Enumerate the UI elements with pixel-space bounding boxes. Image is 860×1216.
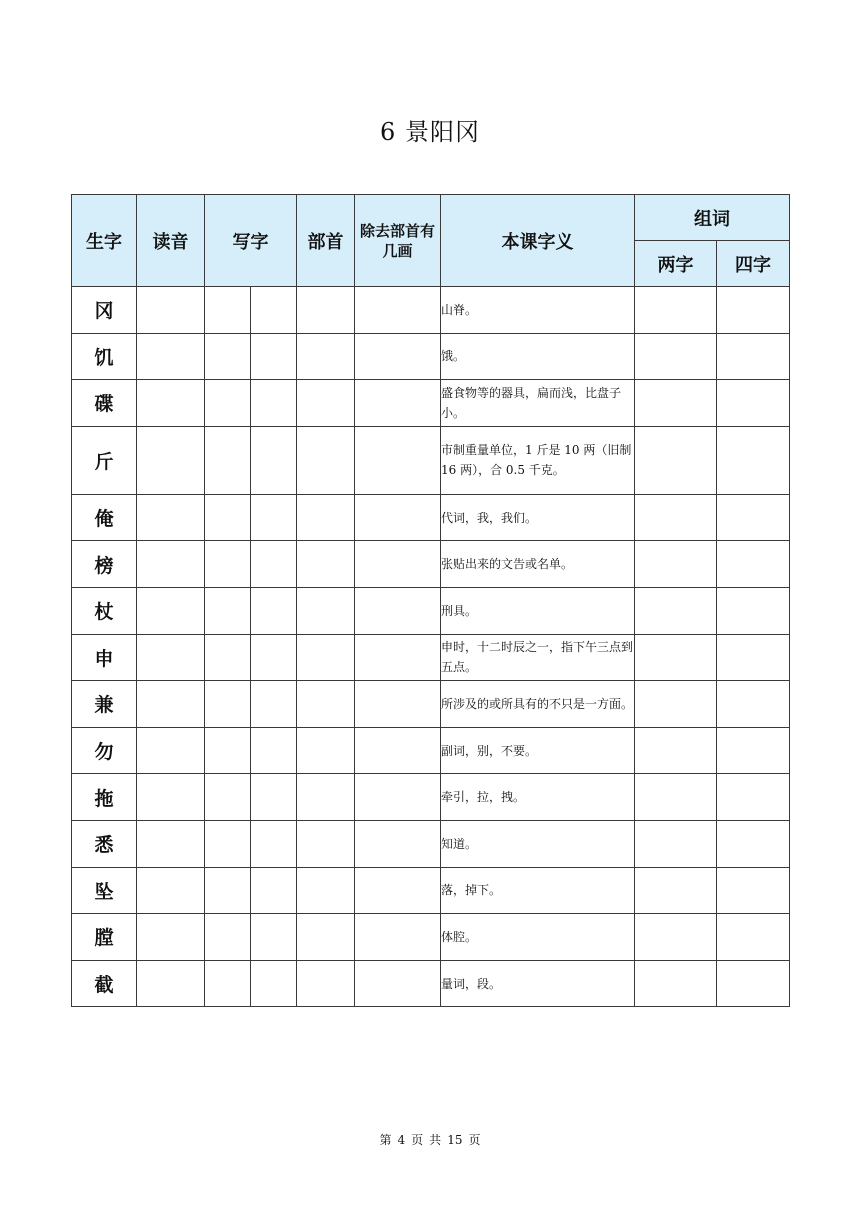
radical-cell[interactable]: [297, 774, 355, 821]
two-char-word-cell[interactable]: [635, 426, 717, 494]
footer-prefix: 第: [379, 1133, 392, 1147]
strokes-cell[interactable]: [355, 867, 441, 914]
radical-cell[interactable]: [297, 494, 355, 541]
table-row: [72, 380, 790, 427]
four-char-word-cell[interactable]: [717, 634, 790, 681]
strokes-cell[interactable]: [355, 426, 441, 494]
four-char-word-cell[interactable]: [717, 867, 790, 914]
radical-cell[interactable]: [297, 380, 355, 427]
strokes-cell[interactable]: [355, 494, 441, 541]
pronunciation-cell[interactable]: [137, 867, 205, 914]
two-char-word-cell[interactable]: [635, 681, 717, 728]
char-cell: 截: [72, 960, 137, 1007]
table-body: [72, 287, 790, 1007]
four-char-word-cell[interactable]: [717, 960, 790, 1007]
page-title: 6 景阳冈: [380, 118, 480, 146]
strokes-cell[interactable]: [355, 287, 441, 334]
meaning-cell: 张贴出来的文告或名单。: [441, 541, 635, 588]
table-row: [72, 867, 790, 914]
writing-cell-1[interactable]: [205, 727, 251, 774]
footer-total-pages: 15: [447, 1133, 463, 1147]
radical-cell[interactable]: [297, 681, 355, 728]
two-char-word-cell[interactable]: [635, 914, 717, 961]
table-row: [72, 820, 790, 867]
writing-cell-2[interactable]: [251, 494, 297, 541]
pronunciation-cell[interactable]: [137, 333, 205, 380]
writing-cell-1[interactable]: [205, 587, 251, 634]
writing-cell-2[interactable]: [251, 727, 297, 774]
writing-cell-1[interactable]: [205, 380, 251, 427]
header-strokes: 除去部首有几画: [355, 195, 441, 287]
meaning-cell: 量词，段。: [441, 960, 635, 1007]
writing-cell-2[interactable]: [251, 820, 297, 867]
table-row: [72, 960, 790, 1007]
page-footer: [0, 1131, 860, 1148]
two-char-word-cell[interactable]: [635, 541, 717, 588]
two-char-word-cell[interactable]: [635, 867, 717, 914]
strokes-cell[interactable]: [355, 587, 441, 634]
pronunciation-cell[interactable]: [137, 681, 205, 728]
four-char-word-cell[interactable]: [717, 333, 790, 380]
meaning-cell: 饿。: [441, 333, 635, 380]
radical-cell[interactable]: [297, 541, 355, 588]
writing-cell-2[interactable]: [251, 333, 297, 380]
four-char-word-cell[interactable]: [717, 287, 790, 334]
four-char-word-cell[interactable]: [717, 820, 790, 867]
radical-cell[interactable]: [297, 960, 355, 1007]
char-cell: 斤: [72, 426, 137, 494]
char-cell: 膛: [72, 914, 137, 961]
writing-cell-1[interactable]: [205, 681, 251, 728]
footer-page-number: 4: [397, 1133, 406, 1147]
table-row: [72, 333, 790, 380]
meaning-cell: 所涉及的或所具有的不只是一方面。: [441, 681, 635, 728]
writing-cell-1[interactable]: [205, 541, 251, 588]
writing-cell-1[interactable]: [205, 333, 251, 380]
strokes-cell[interactable]: [355, 914, 441, 961]
writing-cell-2[interactable]: [251, 380, 297, 427]
meaning-cell: 牵引，拉，拽。: [441, 774, 635, 821]
writing-cell-1[interactable]: [205, 960, 251, 1007]
radical-cell[interactable]: [297, 867, 355, 914]
strokes-cell[interactable]: [355, 380, 441, 427]
pronunciation-cell[interactable]: [137, 727, 205, 774]
char-cell: 碟: [72, 380, 137, 427]
radical-cell[interactable]: [297, 914, 355, 961]
header-two-char: 两字: [635, 241, 717, 287]
writing-cell-1[interactable]: [205, 634, 251, 681]
strokes-cell[interactable]: [355, 727, 441, 774]
table-row: [72, 494, 790, 541]
table-row: [72, 426, 790, 494]
writing-cell-2[interactable]: [251, 634, 297, 681]
strokes-cell[interactable]: [355, 960, 441, 1007]
char-cell: 兼: [72, 681, 137, 728]
header-radical: 部首: [297, 195, 355, 287]
pronunciation-cell[interactable]: [137, 494, 205, 541]
char-cell: 杖: [72, 587, 137, 634]
radical-cell[interactable]: [297, 426, 355, 494]
meaning-cell: 申时，十二时辰之一，指下午三点到五点。: [441, 634, 635, 681]
four-char-word-cell[interactable]: [717, 587, 790, 634]
radical-cell[interactable]: [297, 587, 355, 634]
pronunciation-cell[interactable]: [137, 774, 205, 821]
meaning-cell: 体腔。: [441, 914, 635, 961]
writing-cell-1[interactable]: [205, 426, 251, 494]
meaning-cell: 落，掉下。: [441, 867, 635, 914]
writing-cell-1[interactable]: [205, 820, 251, 867]
char-cell: 拖: [72, 774, 137, 821]
two-char-word-cell[interactable]: [635, 333, 717, 380]
four-char-word-cell[interactable]: [717, 541, 790, 588]
writing-cell-2[interactable]: [251, 914, 297, 961]
footer-total-unit: 页: [468, 1133, 481, 1147]
vocabulary-table: [71, 194, 790, 1007]
strokes-cell[interactable]: [355, 681, 441, 728]
two-char-word-cell[interactable]: [635, 774, 717, 821]
table-row: [72, 774, 790, 821]
header-pronunciation: 读音: [137, 195, 205, 287]
char-cell: 坠: [72, 867, 137, 914]
radical-cell[interactable]: [297, 820, 355, 867]
two-char-word-cell[interactable]: [635, 820, 717, 867]
meaning-cell: 知道。: [441, 820, 635, 867]
radical-cell[interactable]: [297, 634, 355, 681]
two-char-word-cell[interactable]: [635, 960, 717, 1007]
table-row: [72, 914, 790, 961]
two-char-word-cell[interactable]: [635, 380, 717, 427]
strokes-cell[interactable]: [355, 820, 441, 867]
four-char-word-cell[interactable]: [717, 426, 790, 494]
radical-cell[interactable]: [297, 727, 355, 774]
writing-cell-2[interactable]: [251, 867, 297, 914]
pronunciation-cell[interactable]: [137, 287, 205, 334]
meaning-cell: 盛食物等的器具，扁而浅，比盘子小。: [441, 380, 635, 427]
four-char-word-cell[interactable]: [717, 494, 790, 541]
char-cell: 勿: [72, 727, 137, 774]
pronunciation-cell[interactable]: [137, 634, 205, 681]
header-four-char: 四字: [717, 241, 790, 287]
meaning-cell: 市制重量单位，1 斤是 10 两（旧制 16 两），合 0.5 千克。: [441, 426, 635, 494]
char-cell: 饥: [72, 333, 137, 380]
writing-cell-1[interactable]: [205, 867, 251, 914]
two-char-word-cell[interactable]: [635, 287, 717, 334]
table-row: [72, 541, 790, 588]
writing-cell-2[interactable]: [251, 587, 297, 634]
char-cell: 榜: [72, 541, 137, 588]
pronunciation-cell[interactable]: [137, 426, 205, 494]
table-row: [72, 287, 790, 334]
strokes-cell[interactable]: [355, 541, 441, 588]
four-char-word-cell[interactable]: [717, 380, 790, 427]
writing-cell-2[interactable]: [251, 287, 297, 334]
writing-cell-2[interactable]: [251, 541, 297, 588]
meaning-cell: 代词，我，我们。: [441, 494, 635, 541]
char-cell: 俺: [72, 494, 137, 541]
two-char-word-cell[interactable]: [635, 587, 717, 634]
pronunciation-cell[interactable]: [137, 587, 205, 634]
writing-cell-2[interactable]: [251, 774, 297, 821]
header-writing: 写字: [205, 195, 297, 287]
four-char-word-cell[interactable]: [717, 774, 790, 821]
table-row: [72, 634, 790, 681]
pronunciation-cell[interactable]: [137, 914, 205, 961]
meaning-cell: 副词，别，不要。: [441, 727, 635, 774]
table-row: [72, 727, 790, 774]
two-char-word-cell[interactable]: [635, 634, 717, 681]
writing-cell-1[interactable]: [205, 774, 251, 821]
writing-cell-2[interactable]: [251, 960, 297, 1007]
header-char: 生字: [72, 195, 137, 287]
footer-page-unit: 页: [411, 1133, 424, 1147]
footer-total-prefix: 共: [429, 1133, 442, 1147]
char-cell: 申: [72, 634, 137, 681]
header-word-group: 组词: [635, 195, 790, 241]
pronunciation-cell[interactable]: [137, 380, 205, 427]
writing-cell-1[interactable]: [205, 914, 251, 961]
writing-cell-1[interactable]: [205, 287, 251, 334]
table-row: [72, 681, 790, 728]
writing-cell-2[interactable]: [251, 426, 297, 494]
two-char-word-cell[interactable]: [635, 727, 717, 774]
writing-cell-2[interactable]: [251, 681, 297, 728]
writing-cell-1[interactable]: [205, 494, 251, 541]
char-cell: 冈: [72, 287, 137, 334]
pronunciation-cell[interactable]: [137, 820, 205, 867]
strokes-cell[interactable]: [355, 774, 441, 821]
four-char-word-cell[interactable]: [717, 681, 790, 728]
radical-cell[interactable]: [297, 333, 355, 380]
table-row: [72, 587, 790, 634]
pronunciation-cell[interactable]: [137, 960, 205, 1007]
strokes-cell[interactable]: [355, 634, 441, 681]
char-cell: 悉: [72, 820, 137, 867]
meaning-cell: 刑具。: [441, 587, 635, 634]
pronunciation-cell[interactable]: [137, 541, 205, 588]
radical-cell[interactable]: [297, 287, 355, 334]
meaning-cell: 山脊。: [441, 287, 635, 334]
four-char-word-cell[interactable]: [717, 914, 790, 961]
strokes-cell[interactable]: [355, 333, 441, 380]
four-char-word-cell[interactable]: [717, 727, 790, 774]
two-char-word-cell[interactable]: [635, 494, 717, 541]
table-header: [72, 195, 790, 287]
header-meaning: 本课字义: [441, 195, 635, 287]
